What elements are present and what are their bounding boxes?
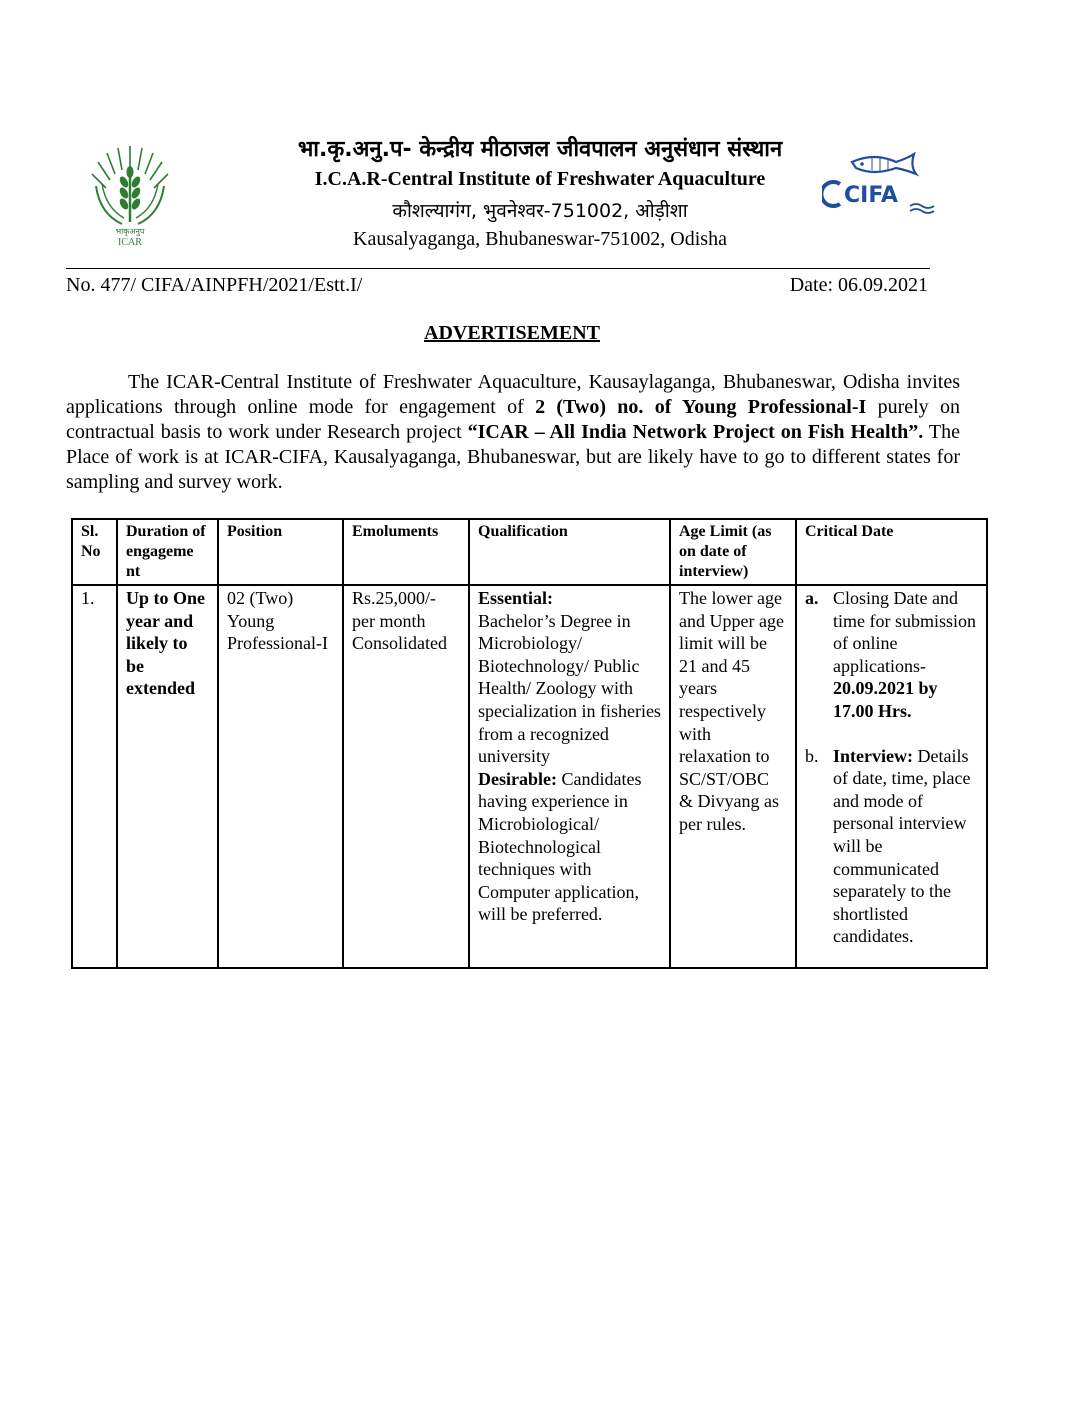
desirable-label: Desirable: <box>478 768 557 789</box>
essential-text: Bachelor’s Degree in Microbiology/ Biotechnology/ Public Health/ Zoology with specialization in fisheries from a recognized university <box>478 610 661 767</box>
intro-paragraph <box>66 370 960 495</box>
critical-b-text: Details of date, time, place and mode of personal interview will be communicated separately to the shortlisted candidates. <box>833 745 971 947</box>
col-header-age-limit: Age Limit (as on date of interview) <box>670 519 796 585</box>
institute-name-english: I.C.A.R-Central Institute of Freshwater Aquaculture <box>314 168 766 190</box>
critical-a-marker: a. <box>805 588 819 608</box>
institute-name-hindi: भा.कृ.अनु.प- केन्द्रीय मीठाजल जीवपालन अनुसंधान संस्थान <box>297 137 783 162</box>
advertisement-table <box>71 518 988 969</box>
col-header-qualification: Qualification <box>469 519 670 585</box>
cell-critical-date <box>796 585 987 968</box>
page-title-text: ADVERTISEMENT <box>424 322 600 344</box>
col-header-critical-date: Critical Date <box>796 519 987 585</box>
cell-age-limit: The lower age and Upper age limit will be 21 and 45 years respectively with relaxation to SC/ST/OBC & Divyang as per rules. <box>670 585 796 968</box>
critical-a-deadline: 20.09.2021 by 17.00 Hrs. <box>833 678 938 721</box>
cell-sl-no: 1. <box>72 585 117 968</box>
institute-address-hindi: कौशल्यागंग, भुवनेश्वर-751002, ओड़ीशा <box>392 200 688 222</box>
desirable-text: Candidates having experience in Microbiological/ Biotechnological techniques with Computer application, will be preferred. <box>478 768 642 925</box>
col-header-emoluments: Emoluments <box>343 519 469 585</box>
col-header-duration: Duration of engageme nt <box>117 519 218 585</box>
institute-address-english: Kausalyaganga, Bhubaneswar-751002, Odisha <box>353 228 727 250</box>
cifa-logo-text: CIFA <box>844 183 898 208</box>
critical-item-interview <box>805 745 978 948</box>
table-row <box>72 585 987 968</box>
reference-number: No. 477/ CIFA/AINPFH/2021/Estt.I/ <box>66 274 363 296</box>
icar-logo-icon <box>82 138 178 248</box>
header-divider <box>66 268 930 269</box>
cell-emoluments: Rs.25,000/- per month Consolidated <box>343 585 469 968</box>
critical-b-label: Interview: <box>833 745 913 766</box>
intro-text-2: purely on contractual basis to work under Research project <box>66 396 960 443</box>
cell-position: 02 (Two) Young Professional-I <box>218 585 343 968</box>
essential-label: Essential: <box>478 588 554 608</box>
table-header-row <box>72 519 987 585</box>
page-title <box>0 322 1024 345</box>
col-header-position: Position <box>218 519 343 585</box>
intro-text-3: The Place of work is at ICAR-CIFA, Kausalyaganga, Bhubaneswar, but are likely have to go to different states for sampling and survey work. <box>66 421 960 493</box>
icar-logo-hindi-text: भाकृअनुप <box>115 227 145 236</box>
intro-bold-positions: 2 (Two) no. of Young Professional-I <box>535 396 867 418</box>
intro-text-1: The ICAR-Central Institute of Freshwater Aquaculture, Kausaylaganga, Bhubaneswar, Odisha invites applications through online mode for engagement of <box>66 371 960 418</box>
document-date: Date: 06.09.2021 <box>789 274 928 296</box>
cell-qualification <box>469 585 670 968</box>
col-header-sl-no: Sl. No <box>72 519 117 585</box>
critical-item-closing <box>805 587 978 723</box>
critical-a-text: Closing Date and time for submission of online applications- <box>833 588 976 676</box>
intro-bold-project: “ICAR – All India Network Project on Fish Health”. <box>467 421 924 443</box>
cifa-logo-icon <box>822 152 940 218</box>
critical-b-marker: b. <box>805 745 819 766</box>
icar-logo-text: ICAR <box>118 237 142 248</box>
cell-duration: Up to One year and likely to be extended <box>117 585 218 968</box>
